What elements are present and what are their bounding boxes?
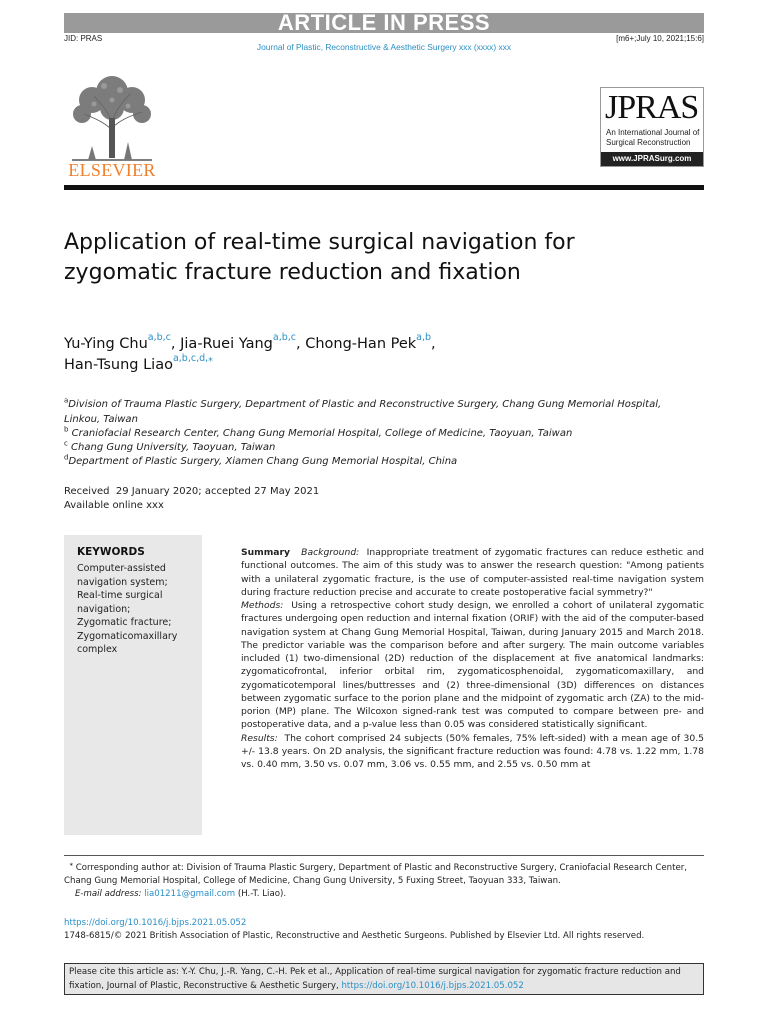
summary-label: Summary <box>241 547 291 558</box>
affiliation-c <box>64 441 664 456</box>
header-rule <box>64 185 704 190</box>
author-name[interactable]: Yu-Ying Chu <box>64 336 148 352</box>
jpras-logo-subtitle-2: Surgical Reconstruction <box>606 138 691 147</box>
keywords-list <box>77 562 202 657</box>
jpras-logo[interactable] <box>600 87 704 167</box>
affiliation-text: Division of Trauma Plastic Surgery, Department of Plastic and Reconstructive Surgery, Chang Gung Memorial Hospital, Linkou, Taiwan <box>64 399 662 425</box>
keyword-item: Real-time surgical navigation; <box>77 590 163 615</box>
affiliation-d <box>64 455 664 470</box>
author-name[interactable]: Chong-Han Pek <box>305 336 417 352</box>
keyword-item: Zygomatic fracture; <box>77 617 172 628</box>
affiliation-a <box>64 398 664 427</box>
doi-link[interactable]: https://doi.org/10.1016/j.bjps.2021.05.052 <box>64 918 247 928</box>
abstract-results <box>241 732 704 772</box>
jpras-logo-url: www.JPRASurg.com <box>601 152 703 166</box>
author-name[interactable]: Jia-Ruei Yang <box>180 336 273 352</box>
footnote-rule <box>64 855 704 856</box>
results-text: The cohort comprised 24 subjects (50% females, 75% left-sided) with a mean age of 30.5 +/- 13.8 years. On 2D analysis, the significant fracture reduction was found: 4.78 vs. 1.22 mm, 1.78 vs. 0.40 mm, 3.50 vs. 0.07 mm, 3.06 vs. 0.55 mm, and 2.55 vs. 0.50 mm at <box>241 732 704 770</box>
banner-text: ARTICLE IN PRESS <box>277 10 491 35</box>
author-name[interactable]: Han-Tsung Liao <box>64 357 173 373</box>
citation-text: Please cite this article as: Y.-Y. Chu, J.-R. Yang, C.-H. Pek et al., Application of real-time surgical navigation for zygomatic fracture reduction and fixation, Journal of Plastic, Reconstructive & Aesthetic Surgery, <box>69 967 681 991</box>
keywords-heading: KEYWORDS <box>77 546 145 558</box>
author-affiliation-marks[interactable]: a,b,c,d,⁎ <box>172 353 213 365</box>
citation-box <box>64 963 704 995</box>
background-label: Background: <box>301 547 360 558</box>
affiliation-text: Department of Plastic Surgery, Xiamen Chang Gung Memorial Hospital, China <box>68 456 458 467</box>
jpras-logo-title: JPRAS <box>605 89 699 126</box>
email-label: E-mail address: <box>74 888 142 899</box>
journal-id: JID: PRAS <box>64 34 103 43</box>
version-stamp: [m6+;July 10, 2021;15:6] <box>616 34 704 43</box>
citation-doi-link[interactable]: https://doi.org/10.1016/j.bjps.2021.05.052 <box>341 980 524 991</box>
jpras-logo-subtitle-1: An International Journal of <box>606 128 700 137</box>
author-affiliation-marks[interactable]: a,b,c <box>147 332 171 344</box>
journal-citation-line[interactable]: Journal of Plastic, Reconstructive & Aesthetic Surgery xxx (xxxx) xxx <box>256 42 512 52</box>
elsevier-tree-logo <box>64 70 160 162</box>
corresponding-text: Corresponding author at: Division of Trauma Plastic Surgery, Department of Plastic and Reconstructive Surgery, Craniofacial Research Center, Chang Gung Memorial Hospital, College of Medicine, Chang Gung University, 5 Fuxing Street, Taoyuan 333, Taiwan. <box>64 862 687 886</box>
background-text: Inappropriate treatment of zygomatic fractures can reduce esthetic and functional outcomes. The aim of this study was to answer the research question: "Among patients with a unilateral zygomatic fracture, is the use of computer-assisted real-time navigation system during fracture reduction precise and accurate to create postoperative facial symmetry?" <box>241 547 705 598</box>
methods-label: Methods: <box>241 600 284 611</box>
affiliation-mark: b <box>64 425 69 434</box>
keywords-panel <box>64 535 202 835</box>
author-list: Yu-Ying Chu$^{a,b,c}$, Jia-Ruei Yang$^{a,b,c}$, Chong-Han Pek$^{a,b}$, Han-Tsung Liao$^{a,b,c,d,⁎}$ <box>64 332 436 373</box>
abstract-background <box>241 546 704 599</box>
article-in-press-banner <box>64 10 704 35</box>
affiliation-text: Chang Gung University, Taoyuan, Taiwan <box>71 442 276 453</box>
affiliation-mark: a <box>64 396 69 405</box>
keyword-item: Computer-assisted navigation system; <box>77 563 168 588</box>
keyword-item: Zygomaticomaxillary complex <box>77 630 178 655</box>
author-affiliation-marks[interactable]: a,b,c <box>272 332 296 344</box>
received-date: Received 29 January 2020; accepted 27 May 2021 <box>64 486 320 497</box>
methods-text: Using a retrospective cohort study design, we enrolled a cohort of unilateral zygomatic fractures undergoing open reduction and internal fixation (ORIF) with the aid of the computer-based navigation system at Chang Gung Memorial Hospital, Taiwan, during January 2015 and March 2018. The predictor variable was the comparison before and after surgery. The main outcome variables included (1) two-dimensional (2D) reduction of the displacement at five anatomical landmarks: zygomaticofrontal, inferior orbital rim, zygomaticosphenoidal, zygomaticomaxillary, and zygomaticotemporal lines/buttresses and (2) three-dimensional (3D) differences on distances between zygomatic surface to the porion plane and the midpoint of zygomatic arch (ZA) to the mid-porion (MP) plane. The Wilcoxon signed-rank test was computed to compare between pre- and postoperative data, and a p-value less than 0.05 was considered statistically significant. <box>241 600 705 731</box>
affiliation-mark: c <box>64 439 68 448</box>
online-date: Available online xxx <box>64 500 164 511</box>
affiliation-b <box>64 427 664 442</box>
author-affiliation-marks[interactable]: a,b <box>416 332 432 344</box>
affiliation-text: Craniofacial Research Center, Chang Gung Memorial Hospital, College of Medicine, Taoyuan, Taiwan <box>71 428 573 439</box>
article-title: Application of real-time surgical navigation for zygomatic fracture reduction and fixation <box>64 230 575 285</box>
elsevier-wordmark: ELSEVIER <box>68 160 156 180</box>
copyright-line: 1748-6815/© 2021 British Association of Plastic, Reconstructive and Aesthetic Surgeons. Published by Elsevier Ltd. All rights reserved. <box>64 931 645 941</box>
results-label: Results: <box>241 732 278 744</box>
email-suffix: (H.-T. Liao). <box>237 888 287 899</box>
abstract <box>241 546 704 771</box>
abstract-methods <box>241 599 704 732</box>
affiliation-mark: d <box>64 453 69 462</box>
footnote-mark: ⁎ <box>69 859 74 868</box>
email-link[interactable]: lia01211@gmail.com <box>144 888 236 899</box>
corresponding-author-footnote <box>64 857 704 901</box>
